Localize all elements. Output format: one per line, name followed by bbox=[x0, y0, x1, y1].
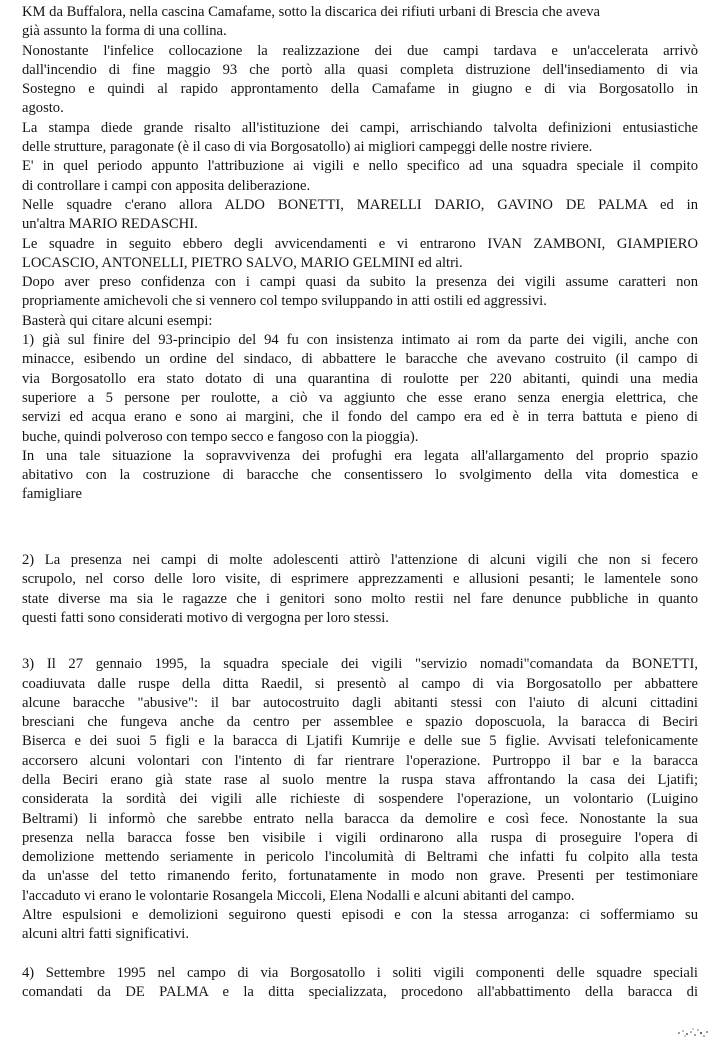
text-line: coadiuvata dalle ruspe della ditta Raedil, si presentò al campo di via Borgosatollo per abbattere bbox=[22, 675, 698, 692]
text-line: Basterà qui citare alcuni esempi: bbox=[22, 312, 213, 329]
text-line: un'altra MARIO REDASCHI. bbox=[22, 216, 198, 233]
text-line: dall'incendio di fine maggio 93 che portò alla quasi completa distruzione dell'insediamento di via bbox=[22, 61, 698, 78]
text-line: delle strutture, paragonate (è il caso di via Borgosatollo) ai migliori campeggi delle nostre riviere. bbox=[22, 139, 593, 156]
text-line: di controllare i campi con apposita deliberazione. bbox=[22, 177, 311, 194]
text-line: 3) Il 27 gennaio 1995, la squadra speciale dei vigili "servizio nomadi"comandata da BONETTI, bbox=[22, 656, 698, 673]
text-line: via Borgosatollo era stato dotato di una quarantina di roulotte per 220 abitanti, quindi una media bbox=[22, 370, 698, 387]
text-line: 2) La presenza nei campi di molte adolescenti attirò l'attenzione di alcuni vigili che non si fecero bbox=[22, 552, 698, 569]
text-line: della Beciri erano già state rase al suolo mentre la ruspa stava affrontando la casa dei Ljatifi; bbox=[22, 771, 698, 788]
text-line: da un'asse del tetto rimanendo ferito, fortunatamente in modo non grave. Presenti per testimoniare bbox=[22, 868, 698, 885]
text-line: l'accaduto vi erano le volontarie Rosangela Miccoli, Elena Nodalli e alcuni abitanti del campo. bbox=[22, 887, 575, 904]
paragraph-gap bbox=[22, 945, 698, 964]
document-page bbox=[22, 3, 698, 1003]
paragraph-gap bbox=[22, 628, 698, 655]
text-line: famigliare bbox=[22, 486, 82, 503]
text-line: alcuni altri fatti significativi. bbox=[22, 926, 189, 943]
text-line: minacce, esibendo un ordine del sindaco, di abbattere le baracche che avevano costruito (il campo di bbox=[22, 351, 698, 368]
text-line: superiore a 5 persone per roulotte, a ciò va aggiunto che esse erano senza energia elettrica, che bbox=[22, 389, 698, 406]
text-line: E' in quel periodo appunto l'attribuzione ai vigili e nello specifico ad una squadra speciale il compito bbox=[22, 158, 698, 175]
text-line: alcune baracche "abusive": il bar autocostruito dagli abitanti stessi con l'aiuto di alcuni cittadini bbox=[22, 694, 698, 711]
text-line: 4) Settembre 1995 nel campo di via Borgosatollo i soliti vigili componenti delle squadre speciali bbox=[22, 964, 698, 981]
text-line: presenza nella baracca fosse ben visibile i vigili ordinarono alla ruspa di proseguire l'opera di bbox=[22, 829, 698, 846]
text-line: Nelle squadre c'erano allora ALDO BONETTI, MARELLI DARIO, GAVINO DE PALMA ed in bbox=[22, 196, 698, 213]
text-line: demolizione mettendo seriamente in pericolo l'incolumità di Beltrami che infatti fu colpito alla testa bbox=[22, 849, 698, 866]
text-line: propriamente amichevoli che si vennero col tempo sviluppando in atti ostili ed aggressivi. bbox=[22, 293, 547, 310]
scan-speckle-mark bbox=[673, 1024, 711, 1038]
text-line: scrupolo, nel corso delle loro visite, di esprimere apprezzamenti e allusioni pesanti; le lamentele sono bbox=[22, 571, 698, 588]
text-line: già assunto la forma di una collina. bbox=[22, 23, 227, 40]
text-line: questi fatti sono considerati motivo di vergogna per loro stessi. bbox=[22, 609, 389, 626]
text-line: bresciani che fungeva anche da centro per assemblee e spazio doposcuola, la baracca di Beciri bbox=[22, 714, 698, 731]
text-line: Dopo aver preso confidenza con i campi quasi da subito la presenza dei vigili assume caratteri non bbox=[22, 274, 698, 291]
text-line: Altre espulsioni e demolizioni seguirono questi episodi e con la stessa arroganza: ci soffermiamo su bbox=[22, 907, 698, 924]
text-line: Beltrami) li informò che sarebbe entrato nella baracca da demolire e così fece. Nonostante la sua bbox=[22, 810, 698, 827]
paragraph-gap bbox=[22, 505, 698, 532]
text-line: La stampa diede grande risalto all'istituzione dei campi, arrischiando talvolta definizioni entusiastiche bbox=[22, 119, 698, 136]
text-line: considerata la sordità dei vigili alle richieste di sospendere l'operazione, un volontario (Luigino bbox=[22, 791, 698, 808]
text-line: 1) già sul finire del 93-principio del 94 fu con insistenza intimato ai rom da parte dei vigili, anche con bbox=[22, 332, 698, 349]
text-line: Nonostante l'infelice collocazione la realizzazione dei due campi tardava e un'accelerata arrivò bbox=[22, 42, 698, 59]
text-line: buche, quindi polveroso con tempo secco e fangoso con la pioggia). bbox=[22, 428, 419, 445]
text-line: accorsero alcuni volontari con l'intento di far rientrare l'operazione. Purtroppo il bar e la baracca bbox=[22, 752, 698, 769]
text-line: comandati da DE PALMA e la ditta specializzata, procedono all'abbattimento della baracca di bbox=[22, 984, 698, 1001]
text-line: KM da Buffalora, nella cascina Camafame, sotto la discarica dei rifiuti urbani di Brescia che aveva bbox=[22, 4, 600, 20]
text-line: In una tale situazione la sopravvivenza dei profughi era legata all'allargamento del proprio spazio bbox=[22, 447, 698, 464]
text-line: Biserca e dei suoi 5 figli e la baracca di Ljatifi Kumrije e delle sue 5 figlie. Avvisati telefonicamente bbox=[22, 733, 698, 750]
text-line: servizi ed acqua erano e sono ai margini, che il fondo del campo era ed è in terra battuta e pieno di bbox=[22, 409, 698, 426]
text-line: abitativo con la costruzione di baracche che consentissero lo svolgimento della vita domestica e bbox=[22, 467, 698, 484]
text-line: Sostegno e quindi al rapido approntamento della Camafame in giugno e di via Borgosatollo in bbox=[22, 81, 698, 98]
text-line: Le squadre in seguito ebbero degli avvicendamenti e vi entrarono IVAN ZAMBONI, GIAMPIERO bbox=[22, 235, 698, 252]
text-line: LOCASCIO, ANTONELLI, PIETRO SALVO, MARIO GELMINI ed altri. bbox=[22, 254, 463, 271]
text-line: agosto. bbox=[22, 100, 64, 117]
text-line: state diverse ma sia le ragazze che i genitori sono molto restii nel fare denunce pubbliche in quanto bbox=[22, 590, 698, 607]
paragraph-gap bbox=[22, 532, 698, 551]
